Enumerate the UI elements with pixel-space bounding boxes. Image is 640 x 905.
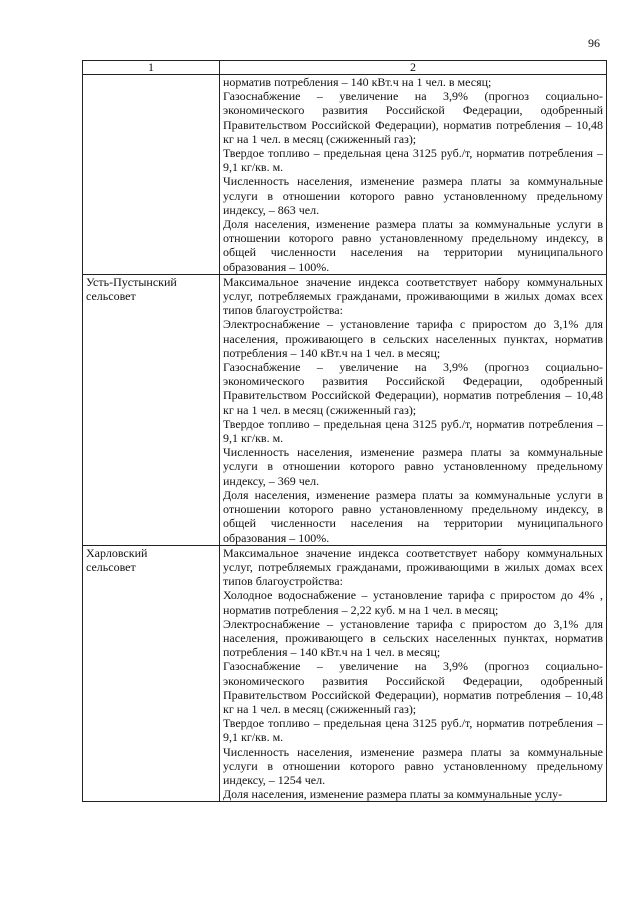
column-header: 1	[83, 61, 220, 75]
region-type: сельсовет	[86, 559, 136, 574]
region-name: Харловский	[86, 545, 148, 560]
table-header-row	[83, 61, 607, 75]
paragraph: Твердое топливо – предельная цена 3125 руб./т, норматив потребления – 9,1 кг/кв. м.	[223, 716, 603, 745]
paragraph: Доля населения, изменение размера платы за коммунальные услу-	[223, 787, 563, 802]
paragraph: Доля населения, изменение размера платы за коммунальные услуги в отношении которого равно установленному предельному индексу, в общей численности населения на территории муниципального образования – 100%.	[223, 487, 603, 545]
region-cell	[83, 75, 220, 275]
column-header: 2	[220, 61, 607, 75]
paragraph: Численность населения, изменение размера платы за коммунальные услуги в отношении которого равно установленному предельному индексу, – 369 чел.	[223, 445, 603, 488]
table-row	[83, 274, 607, 545]
paragraph: Доля населения, изменение размера платы за коммунальные услуги в отношении которого равно установленному предельному индексу, в общей численности населения на территории муниципального образования – 100%.	[223, 217, 603, 274]
paragraph: Холодное водоснабжение – установление тарифа с приростом до 4% , норматив потребления – 2,22 куб. м на 1 чел. в месяц;	[223, 588, 603, 617]
region-cell	[83, 545, 220, 802]
region-cell	[83, 274, 220, 545]
paragraph: Максимальное значение индекса соответствует набору коммунальных услуг, потребляемых гражданами, проживающими в жилых домах всех типов благоустройства:	[223, 274, 603, 318]
paragraph: Численность населения, изменение размера платы за коммунальные услуги в отношении которого равно установленному предельному индексу, – 1254 чел.	[223, 744, 603, 787]
description-cell	[220, 75, 607, 275]
table-row	[83, 75, 607, 275]
paragraph: Максимальное значение индекса соответствует набору коммунальных услуг, потребляемых гражданами, проживающими в жилых домах всех типов благоустройства:	[223, 545, 603, 589]
region-type: сельсовет	[86, 289, 136, 304]
paragraph: Твердое топливо – предельная цена 3125 руб./т, норматив потребления – 9,1 кг/кв. м.	[223, 416, 603, 446]
paragraph: Электроснабжение – установление тарифа с приростом до 3,1% для населения, проживающего в сельских населенных пунктах, норматив потребления – 140 кВт.ч на 1 чел. в месяц;	[223, 616, 603, 660]
paragraph: Численность населения, изменение размера платы за коммунальные услуги в отношении которого равно установленному предельному индексу, – 863 чел.	[223, 174, 603, 217]
paragraph: норматив потребления – 140 кВт.ч на 1 чел. в месяц;	[223, 75, 492, 89]
description-cell	[220, 274, 607, 545]
tariff-table	[82, 60, 607, 802]
paragraph: Твердое топливо – предельная цена 3125 руб./т, норматив потребления – 9,1 кг/кв. м.	[223, 146, 603, 175]
paragraph: Электроснабжение – установление тарифа с приростом до 3,1% для населения, проживающего в сельских населенных пунктах, норматив потребления – 140 кВт.ч на 1 чел. в месяц;	[223, 317, 603, 360]
region-name: Усть-Пустынский	[86, 274, 177, 289]
paragraph: Газоснабжение – увеличение на 3,9% (прогноз социально-экономического развития Российской Федерации, одобренный Правительством Российской Федерации), норматив потребления – 10,48 кг на 1 чел. в месяц (сжиженный газ);	[223, 360, 603, 417]
page-number: 96	[588, 36, 600, 50]
paragraph: Газоснабжение – увеличение на 3,9% (прогноз социально-экономического развития Российской Федерации, одобренный Правительством Российской Федерации), норматив потребления – 10,48 кг на 1 чел. в месяц (сжиженный газ);	[223, 659, 603, 716]
description-cell	[220, 545, 607, 802]
paragraph: Газоснабжение – увеличение на 3,9% (прогноз социально-экономического развития Российской Федерации, одобренный Правительством Российской Федерации), норматив потребления – 10,48 кг на 1 чел. в месяц (сжиженный газ);	[223, 89, 603, 146]
table-row	[83, 545, 607, 802]
